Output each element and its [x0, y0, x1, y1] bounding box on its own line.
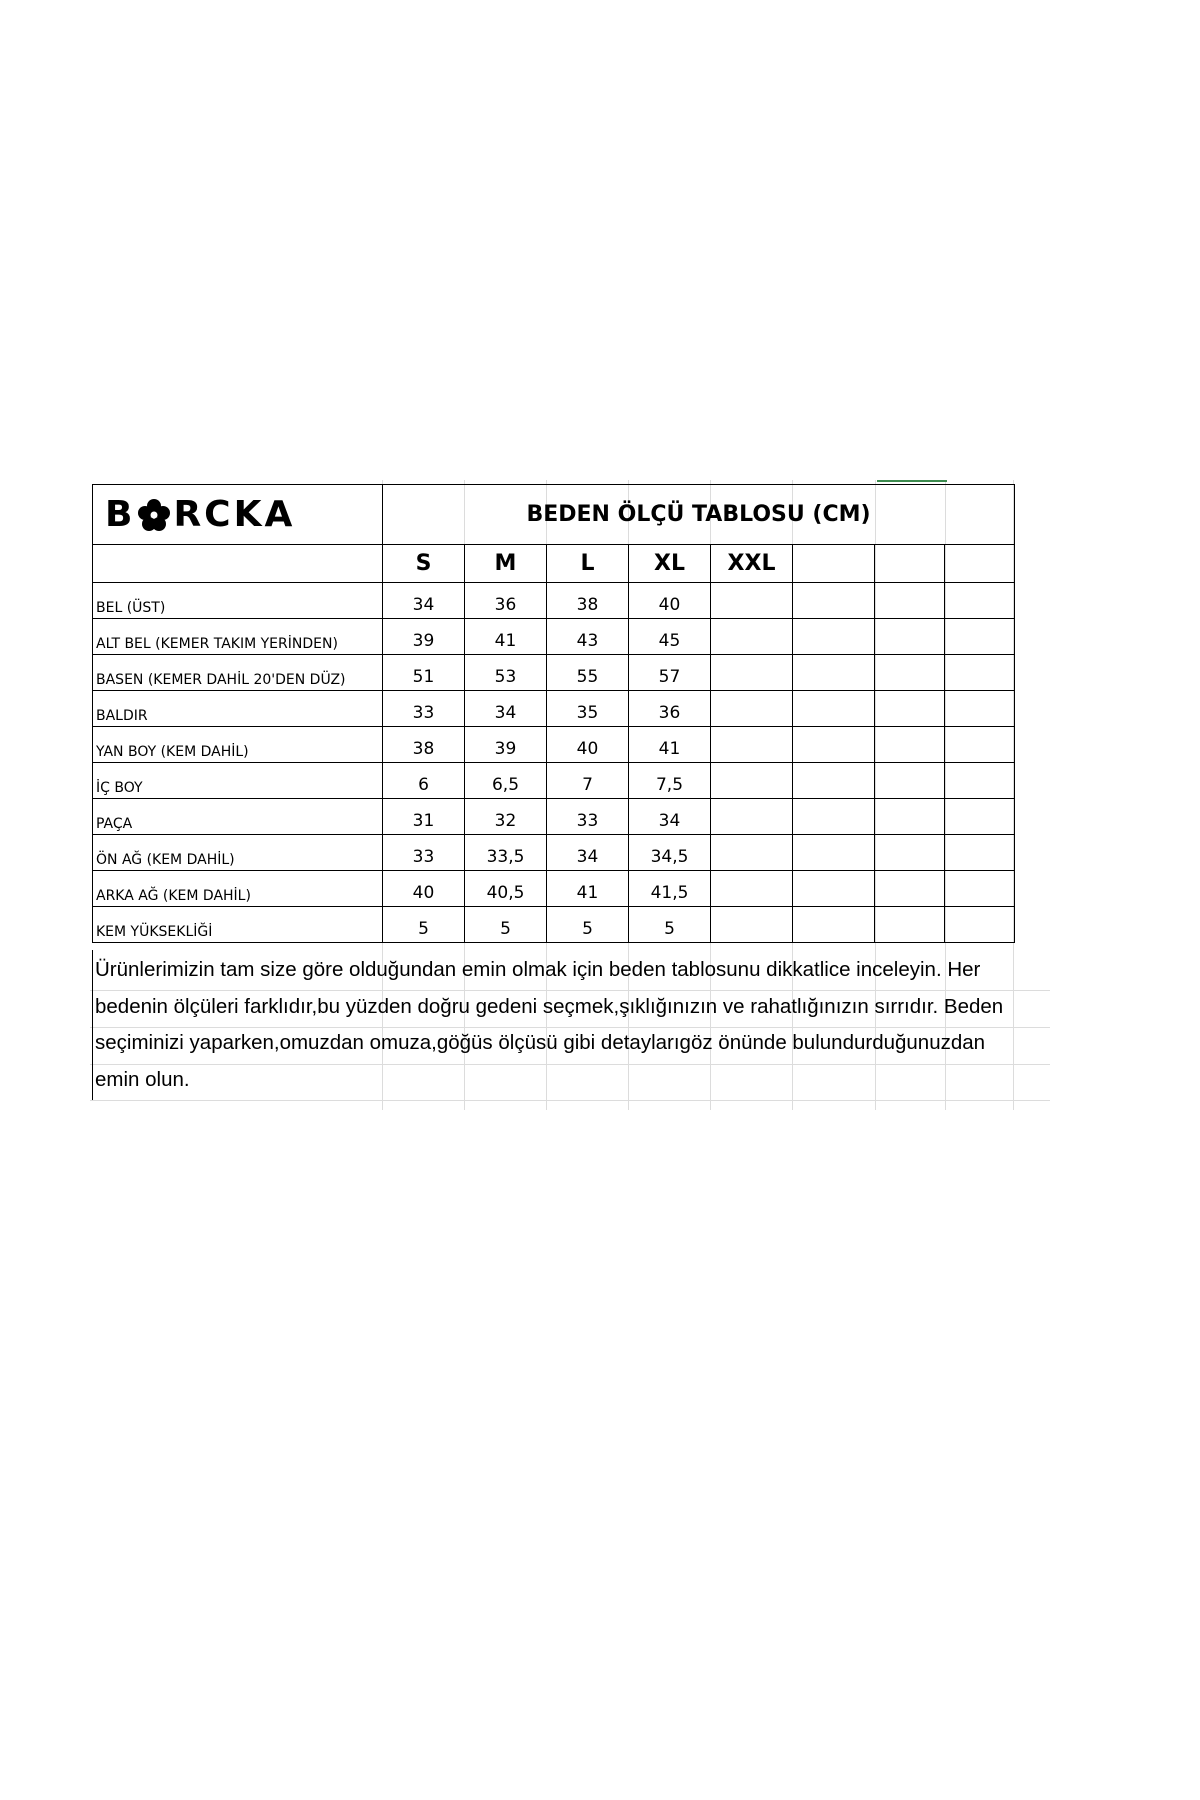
- measurement-value: [875, 871, 945, 907]
- measurement-value: 5: [465, 907, 547, 943]
- note-line: seçiminizi yaparken,omuzdan omuza,göğüs ölçüsü gibi detaylarıgöz önünde bulundurduğunuzdan: [95, 1031, 986, 1054]
- measurement-value: 33,5: [465, 835, 547, 871]
- measurement-value: [711, 655, 793, 691]
- measurement-label: YAN BOY (KEM DAHİL): [93, 727, 383, 763]
- header-empty-cell: [93, 545, 383, 583]
- table-row: [93, 799, 1015, 835]
- measurement-label: KEM YÜKSEKLİĞİ: [93, 907, 383, 943]
- measurement-value: 41: [547, 871, 629, 907]
- size-header: [875, 545, 945, 583]
- logo-text-right: RCKA: [173, 494, 296, 535]
- brand-logo: [105, 494, 295, 535]
- measurement-value: [793, 727, 875, 763]
- measurement-value: 53: [465, 655, 547, 691]
- measurement-value: [711, 907, 793, 943]
- measurement-value: 34: [383, 583, 465, 619]
- size-header: M: [465, 545, 547, 583]
- measurement-value: [793, 871, 875, 907]
- measurement-value: [945, 799, 1015, 835]
- measurement-value: [793, 619, 875, 655]
- table-row: [93, 691, 1015, 727]
- measurement-value: 31: [383, 799, 465, 835]
- measurement-value: 34: [465, 691, 547, 727]
- measurement-value: 36: [629, 691, 711, 727]
- note-line: Ürünlerimizin tam size göre olduğundan emin olmak için beden tablosunu dikkatlice inceleyin. Her: [95, 958, 981, 981]
- size-header: S: [383, 545, 465, 583]
- measurement-value: [945, 871, 1015, 907]
- table-row: [93, 619, 1015, 655]
- measurement-label: İÇ BOY: [93, 763, 383, 799]
- measurement-value: [793, 655, 875, 691]
- size-chart-table: [92, 484, 1015, 943]
- size-header: XL: [629, 545, 711, 583]
- measurement-rows: [93, 583, 1015, 943]
- measurement-value: [875, 835, 945, 871]
- measurement-value: 5: [547, 907, 629, 943]
- size-header-row: [93, 545, 1015, 583]
- measurement-value: [711, 619, 793, 655]
- measurement-value: [945, 907, 1015, 943]
- measurement-value: 34,5: [629, 835, 711, 871]
- measurement-value: [945, 655, 1015, 691]
- measurement-value: [793, 691, 875, 727]
- measurement-value: [793, 763, 875, 799]
- measurement-value: [875, 763, 945, 799]
- measurement-value: 43: [547, 619, 629, 655]
- note-line: bedenin ölçüleri farklıdır,bu yüzden doğru gedeni seçmek,şıklığınızın ve rahatlığınızın sırrıdır. Beden: [95, 994, 1004, 1018]
- measurement-value: 41: [465, 619, 547, 655]
- measurement-value: [945, 727, 1015, 763]
- measurement-value: 57: [629, 655, 711, 691]
- measurement-value: 40,5: [465, 871, 547, 907]
- measurement-value: 32: [465, 799, 547, 835]
- measurement-value: 40: [629, 583, 711, 619]
- size-header: [945, 545, 1015, 583]
- logo-text-left: B: [105, 494, 136, 535]
- measurement-label: PAÇA: [93, 799, 383, 835]
- measurement-value: 33: [383, 835, 465, 871]
- measurement-value: [945, 691, 1015, 727]
- measurement-value: [945, 835, 1015, 871]
- measurement-label: ARKA AĞ (KEM DAHİL): [93, 871, 383, 907]
- measurement-label: BEL (ÜST): [93, 583, 383, 619]
- measurement-value: [875, 727, 945, 763]
- measurement-value: [711, 835, 793, 871]
- measurement-value: 5: [629, 907, 711, 943]
- measurement-value: 5: [383, 907, 465, 943]
- measurement-label: BALDIR: [93, 691, 383, 727]
- measurement-value: 34: [547, 835, 629, 871]
- measurement-value: [793, 583, 875, 619]
- note-line: emin olun.: [95, 1067, 190, 1091]
- size-header: [793, 545, 875, 583]
- measurement-value: [793, 907, 875, 943]
- measurement-value: [875, 583, 945, 619]
- measurement-value: 39: [383, 619, 465, 655]
- measurement-value: [875, 691, 945, 727]
- table-row: [93, 835, 1015, 871]
- measurement-value: 7,5: [629, 763, 711, 799]
- left-border: [92, 950, 93, 1100]
- measurement-value: 6: [383, 763, 465, 799]
- measurement-value: 39: [465, 727, 547, 763]
- table-row: [93, 907, 1015, 943]
- measurement-value: [711, 799, 793, 835]
- measurement-value: 40: [547, 727, 629, 763]
- measurement-value: [711, 763, 793, 799]
- table-row: [93, 871, 1015, 907]
- measurement-value: 38: [383, 727, 465, 763]
- measurement-value: 33: [383, 691, 465, 727]
- size-header: L: [547, 545, 629, 583]
- measurement-value: [945, 763, 1015, 799]
- measurement-value: [945, 619, 1015, 655]
- measurement-label: BASEN (KEMER DAHİL 20'DEN DÜZ): [93, 655, 383, 691]
- measurement-value: 41: [629, 727, 711, 763]
- size-note: [95, 952, 1045, 1098]
- table-row: [93, 727, 1015, 763]
- measurement-value: [711, 691, 793, 727]
- measurement-value: [711, 583, 793, 619]
- flower-icon: [137, 498, 171, 532]
- measurement-value: [875, 655, 945, 691]
- measurement-label: ÖN AĞ (KEM DAHİL): [93, 835, 383, 871]
- measurement-value: [711, 727, 793, 763]
- measurement-value: [875, 619, 945, 655]
- measurement-label: ALT BEL (KEMER TAKIM YERİNDEN): [93, 619, 383, 655]
- measurement-value: 38: [547, 583, 629, 619]
- measurement-value: 34: [629, 799, 711, 835]
- measurement-value: 33: [547, 799, 629, 835]
- measurement-value: [875, 907, 945, 943]
- table-title: BEDEN ÖLÇÜ TABLOSU (CM): [383, 485, 1015, 545]
- measurement-value: 51: [383, 655, 465, 691]
- measurement-value: 41,5: [629, 871, 711, 907]
- spreadsheet-sheet: [90, 480, 1050, 1110]
- measurement-value: [875, 799, 945, 835]
- size-header: XXL: [711, 545, 793, 583]
- measurement-value: 6,5: [465, 763, 547, 799]
- measurement-value: [793, 835, 875, 871]
- measurement-value: [793, 799, 875, 835]
- logo-cell: [93, 485, 383, 545]
- measurement-value: [945, 583, 1015, 619]
- measurement-value: 45: [629, 619, 711, 655]
- table-row: [93, 655, 1015, 691]
- selected-cell-indicator: [877, 480, 947, 482]
- measurement-value: 40: [383, 871, 465, 907]
- measurement-value: 7: [547, 763, 629, 799]
- measurement-value: 35: [547, 691, 629, 727]
- measurement-value: 36: [465, 583, 547, 619]
- table-row: [93, 583, 1015, 619]
- measurement-value: 55: [547, 655, 629, 691]
- table-row: [93, 763, 1015, 799]
- grid-line: [90, 1100, 1050, 1101]
- measurement-value: [711, 871, 793, 907]
